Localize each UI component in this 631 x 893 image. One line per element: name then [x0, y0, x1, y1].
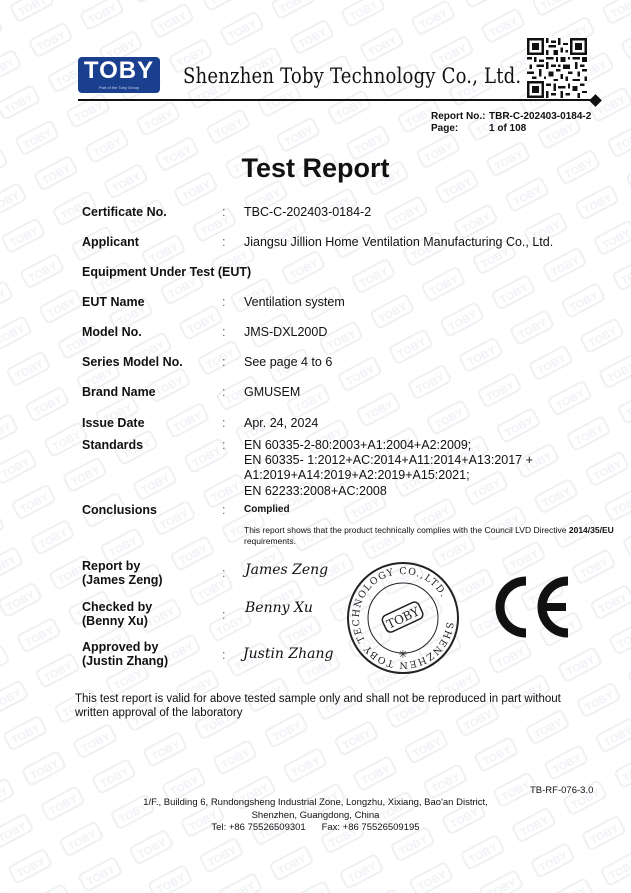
- logo-text: TOBY: [83, 57, 155, 84]
- checked-by-label: Checked by: [82, 600, 153, 614]
- standards-label: Standards: [82, 438, 144, 452]
- approved-by-signature: Justin Zhang: [243, 646, 334, 662]
- colon: :: [222, 608, 226, 622]
- colon: :: [222, 648, 226, 662]
- colon: :: [222, 438, 226, 452]
- brand-value: GMUSEM: [244, 385, 301, 399]
- qr-code-icon: [527, 38, 587, 98]
- series-label: Series Model No.: [82, 355, 183, 369]
- colon: :: [222, 325, 226, 339]
- page-value: 1 of 108: [489, 123, 527, 134]
- standard-line: EN 60335-2-80:2003+A1:2004+A2:2009;: [244, 438, 472, 452]
- page-title: Test Report: [241, 153, 390, 183]
- colon: :: [222, 385, 226, 399]
- standard-line: EN 62233:2008+AC:2008: [244, 483, 387, 498]
- brand-label: Brand Name: [82, 385, 156, 399]
- standard-line: A1:2019+A14:2019+A2:2019+A15:2021;: [244, 468, 470, 483]
- colon: :: [222, 503, 226, 517]
- note-prefix: This report shows that the product technically complies with the Council LVD Directive: [244, 525, 569, 535]
- footer-fax: Fax: +86 75526509195: [321, 822, 420, 833]
- conclusions-note: [244, 525, 614, 547]
- applicant-label: Applicant: [82, 235, 139, 249]
- colon: :: [222, 355, 226, 369]
- model-value: JMS-DXL200D: [244, 325, 328, 339]
- colon: :: [222, 416, 226, 430]
- footer-tel: Tel: +86 75526509301: [211, 822, 306, 833]
- seal-ring-text: SHENZHEN TOBY TECHNOLOGY CO.,LTD.: [350, 565, 455, 671]
- toby-logo: [78, 57, 160, 93]
- colon: :: [222, 205, 226, 219]
- company-seal-icon: [343, 560, 463, 676]
- colon: :: [222, 235, 226, 249]
- svg-text:✳: ✳: [398, 648, 408, 661]
- note-directive: 2014/35/EU: [568, 525, 614, 535]
- header-rule: [78, 99, 594, 101]
- eut-name-value: Ventilation system: [244, 295, 345, 309]
- issue-date-label: Issue Date: [82, 416, 145, 430]
- certificate-value: TBC-C-202403-0184-2: [244, 205, 372, 219]
- report-by-name: (James Zeng): [82, 573, 163, 587]
- company-name: Shenzhen Toby Technology Co., Ltd.: [183, 64, 522, 88]
- certificate-label: Certificate No.: [82, 205, 167, 219]
- model-label: Model No.: [82, 325, 142, 339]
- applicant-value: Jiangsu Jillion Home Ventilation Manufacturing Co., Ltd.: [244, 235, 554, 249]
- address-line: Shenzhen, Guangdong, China: [251, 809, 380, 821]
- checked-by-name: (Benny Xu): [82, 614, 148, 628]
- report-by-signature: James Zeng: [245, 562, 329, 578]
- seal-center-text: TOBY: [384, 604, 422, 632]
- eut-name-label: EUT Name: [82, 295, 145, 309]
- report-no-value: TBR-C-202403-0184-2: [489, 111, 592, 122]
- ce-mark-icon: [490, 576, 576, 638]
- conclusions-label: Conclusions: [82, 503, 158, 517]
- standards-list: [244, 438, 533, 499]
- checked-by-signature: Benny Xu: [245, 600, 313, 616]
- eut-heading: Equipment Under Test (EUT): [82, 265, 252, 279]
- issue-date-value: Apr. 24, 2024: [244, 416, 319, 430]
- approved-by-name: (Justin Zhang): [82, 654, 169, 668]
- colon: :: [222, 566, 226, 580]
- report-by-label: Report by: [82, 559, 141, 573]
- report-no-label: Report No.:: [431, 111, 486, 122]
- standard-line: EN 60335- 1:2012+AC:2014+A11:2014+A13:2017 +: [244, 453, 533, 468]
- series-value: See page 4 to 6: [244, 355, 333, 369]
- note-suffix: requirements.: [244, 536, 296, 546]
- page-label: Page:: [431, 123, 459, 134]
- footer-address: [0, 797, 631, 835]
- logo-tagline: Part of the Toby Group: [98, 85, 140, 90]
- contact-line: [0, 822, 631, 835]
- conclusions-value: Complied: [244, 504, 290, 515]
- form-number: TB-RF-076-3.0: [530, 785, 594, 796]
- validity-statement: This test report is valid for above tested sample only and shall not be reproduced in part without written approval of the laboratory: [75, 693, 561, 719]
- colon: :: [222, 295, 226, 309]
- approved-by-label: Approved by: [82, 640, 159, 654]
- address-line: 1/F., Building 6, Rundongsheng Industrial Zone, Longzhu, Xixiang, Bao'an District,: [143, 797, 488, 808]
